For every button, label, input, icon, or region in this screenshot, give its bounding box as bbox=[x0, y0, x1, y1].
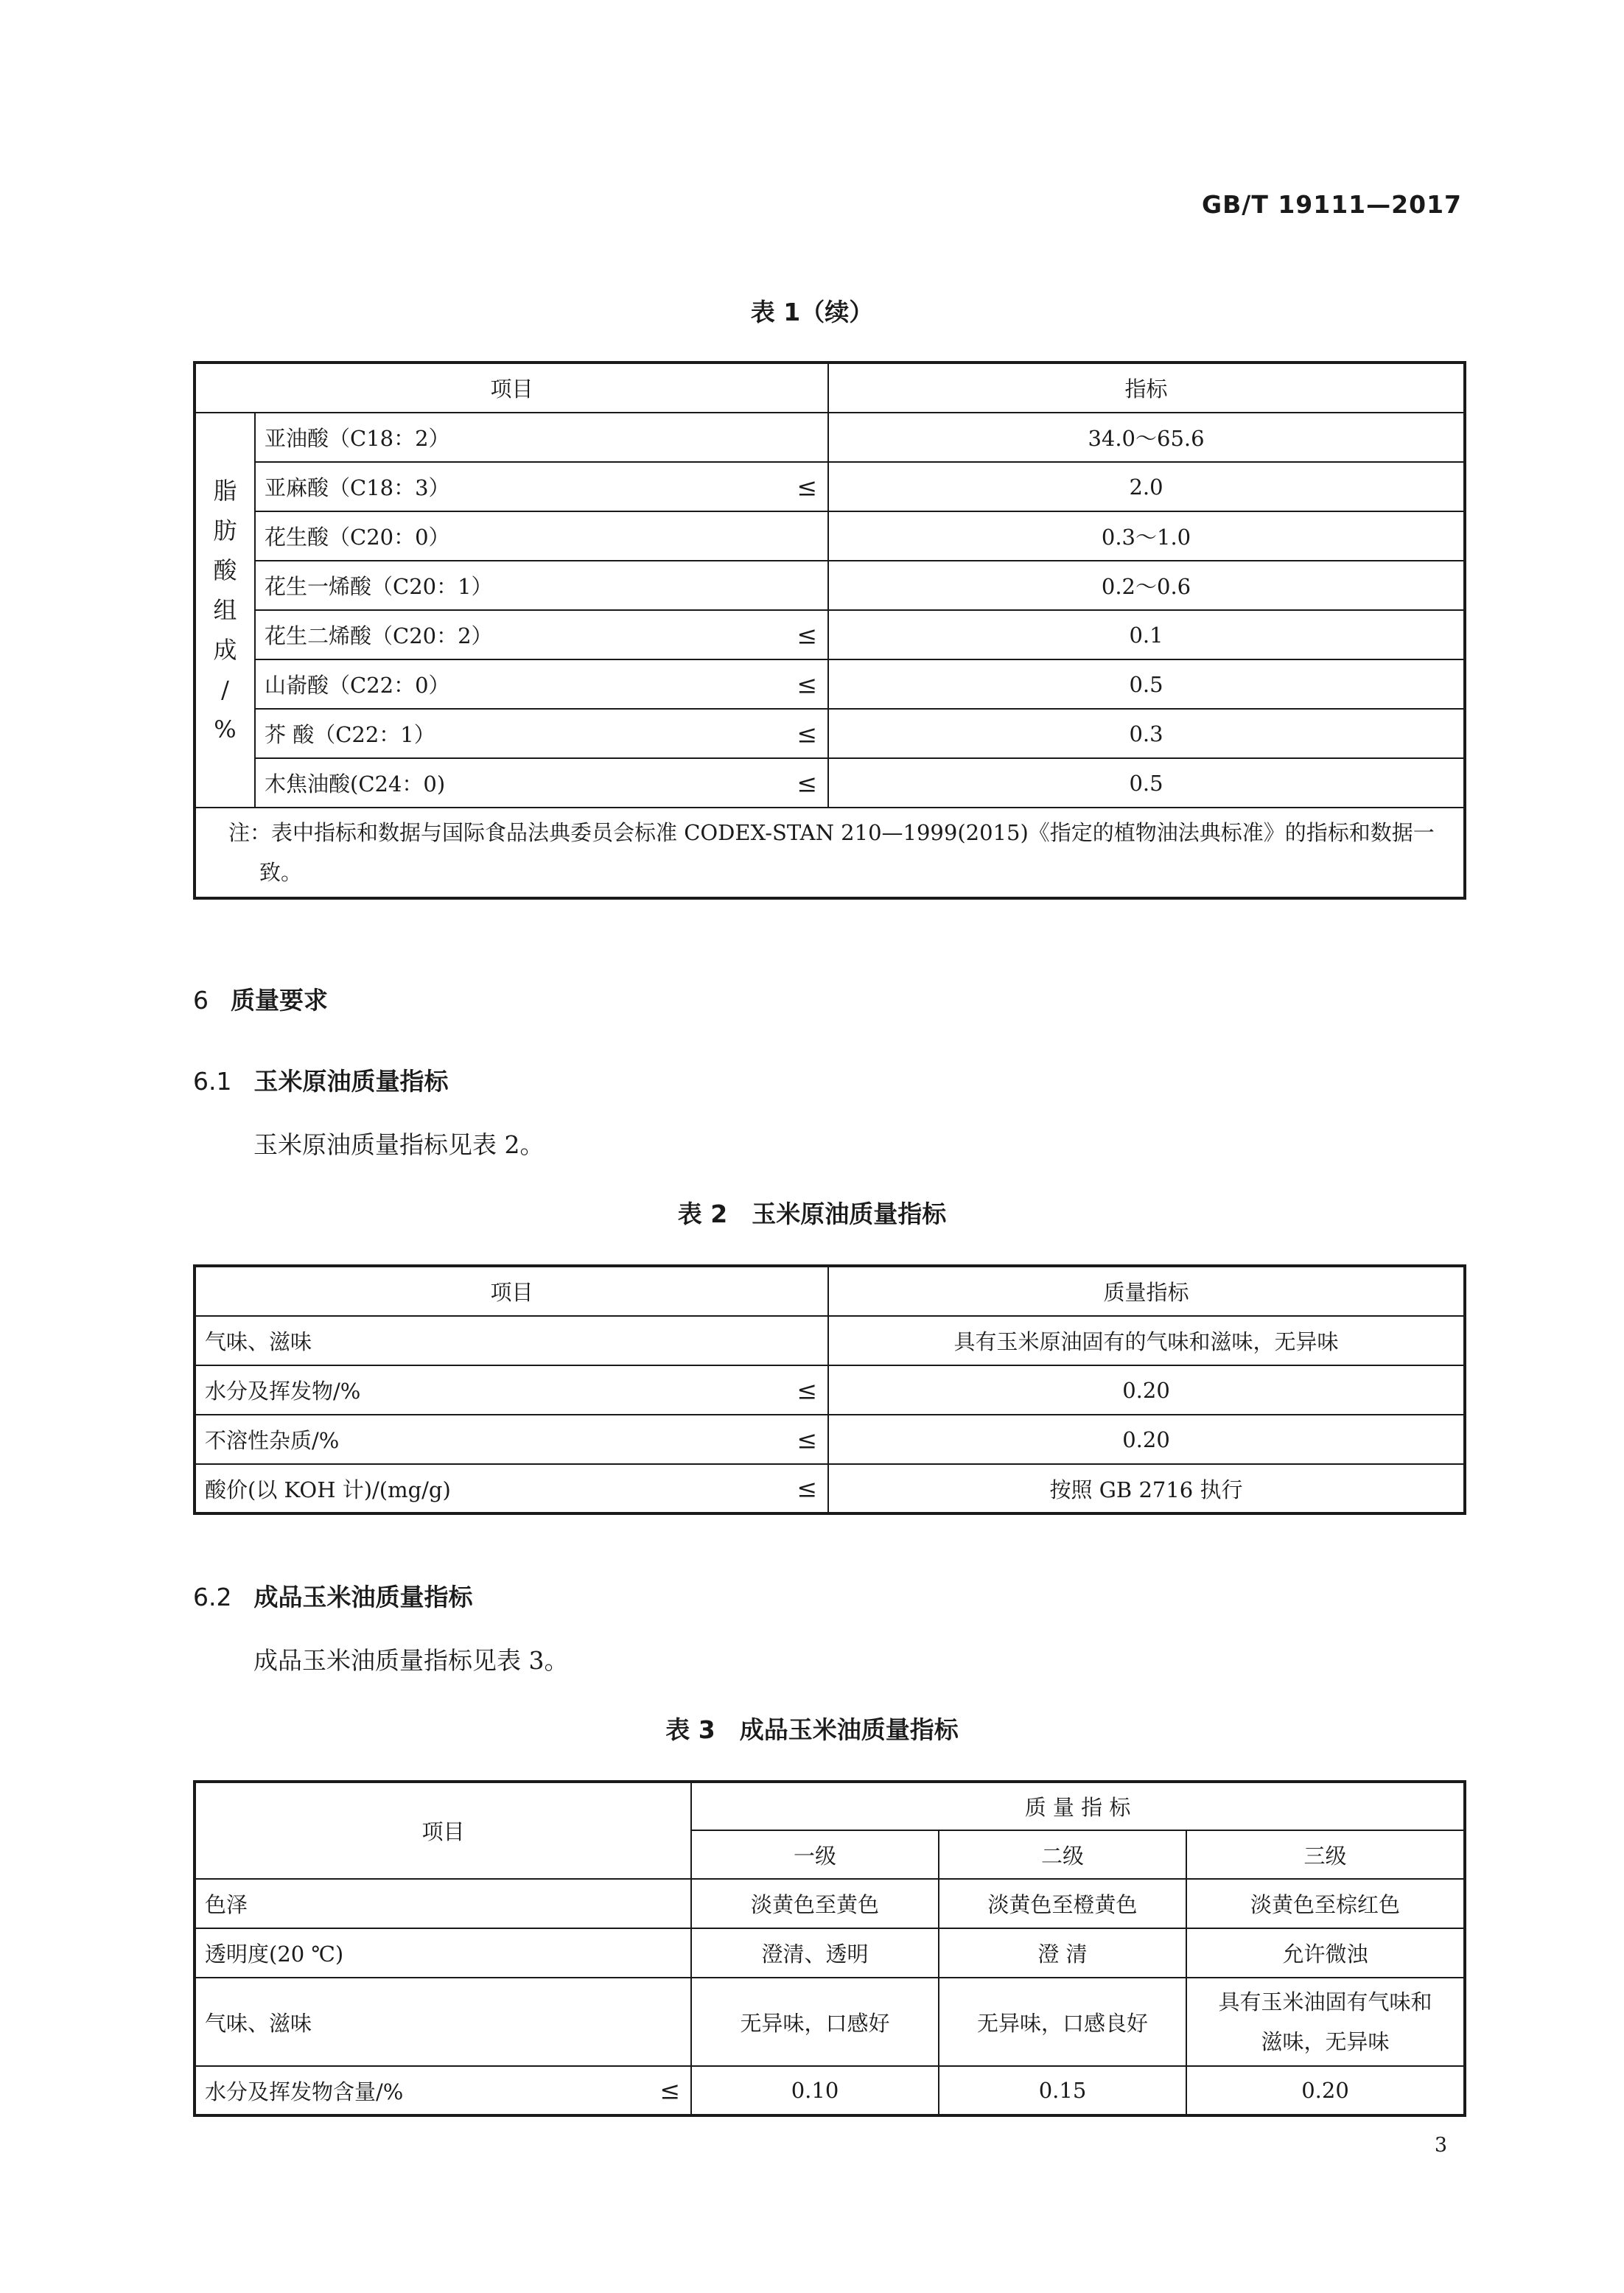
table3-row-value: 淡黄色至棕红色 bbox=[1186, 1879, 1465, 1928]
table1-row-value: 0.3～1.0 bbox=[828, 511, 1465, 561]
table3-row-value: 淡黄色至黄色 bbox=[691, 1879, 939, 1928]
table3-row-value: 具有玉米油固有气味和滋味，无异味 bbox=[1186, 1978, 1465, 2066]
table1-note: 注：表中指标和数据与国际食品法典委员会标准 CODEX-STAN 210—1999(2015)《指定的植物油法典标准》的指标和数据一致。 bbox=[195, 808, 1465, 898]
table3-caption: 表 3 成品玉米油质量指标 bbox=[665, 1715, 959, 1744]
table1-row-item: 芥 酸（C22：1） ≤ bbox=[255, 709, 828, 758]
table2-row-value: 0.20 bbox=[828, 1365, 1465, 1415]
table3-row-value: 0.20 bbox=[1186, 2066, 1465, 2115]
table1-row-value: 0.5 bbox=[828, 659, 1465, 709]
section-6-heading: 6 质量要求 bbox=[193, 986, 328, 1015]
table3-row-item: 透明度(20 ℃) bbox=[195, 1928, 691, 1978]
table3-header-index: 质 量 指 标 bbox=[691, 1782, 1465, 1830]
table3-row-value: 无异味，口感良好 bbox=[939, 1978, 1186, 2066]
table1-row-item: 花生二烯酸（C20：2） ≤ bbox=[255, 610, 828, 659]
table3 bbox=[193, 1780, 1466, 2117]
section-6-1-heading: 6.1 玉米原油质量指标 bbox=[193, 1067, 449, 1096]
table3-row-item: 气味、滋味 bbox=[195, 1978, 691, 2066]
table1-row-value: 0.2～0.6 bbox=[828, 561, 1465, 610]
table1-header-index: 指标 bbox=[828, 363, 1465, 413]
table2-caption: 表 2 玉米原油质量指标 bbox=[677, 1200, 947, 1228]
table1-row-value: 2.0 bbox=[828, 462, 1465, 511]
table1-row-item: 木焦油酸(C24：0) ≤ bbox=[255, 758, 828, 808]
standard-number: GB/T 19111—2017 bbox=[1202, 190, 1462, 219]
table2 bbox=[193, 1264, 1466, 1515]
table3-grade-2: 二级 bbox=[939, 1830, 1186, 1879]
table3-row-value: 0.15 bbox=[939, 2066, 1186, 2115]
table3-header-item: 项目 bbox=[195, 1782, 691, 1879]
table1-row-item: 亚油酸（C18：2） bbox=[255, 413, 828, 462]
table1-row-item: 花生酸（C20：0） bbox=[255, 511, 828, 561]
table2-row-item: 气味、滋味 bbox=[195, 1316, 828, 1365]
table1-row-item: 山嵛酸（C22：0） ≤ bbox=[255, 659, 828, 709]
table3-row-value: 0.10 bbox=[691, 2066, 939, 2115]
table1-row-item: 亚麻酸（C18：3） ≤ bbox=[255, 462, 828, 511]
table2-header-item: 项目 bbox=[195, 1266, 828, 1316]
table1-header-item: 项目 bbox=[195, 363, 828, 413]
table1-row-item: 花生一烯酸（C20：1） bbox=[255, 561, 828, 610]
table2-row-item: 不溶性杂质/% ≤ bbox=[195, 1415, 828, 1464]
table2-row-value: 按照 GB 2716 执行 bbox=[828, 1464, 1465, 1513]
table3-row-value: 澄清、透明 bbox=[691, 1928, 939, 1978]
table3-row-value: 允许微浊 bbox=[1186, 1928, 1465, 1978]
table3-row-item: 色泽 bbox=[195, 1879, 691, 1928]
table1-row-value: 34.0～65.6 bbox=[828, 413, 1465, 462]
table1-group-label: 脂 肪 酸 组 成 / % bbox=[195, 413, 255, 808]
table3-row-value: 澄 清 bbox=[939, 1928, 1186, 1978]
table1-caption: 表 1（续） bbox=[750, 298, 874, 326]
table3-grade-3: 三级 bbox=[1186, 1830, 1465, 1879]
table1-row-value: 0.1 bbox=[828, 610, 1465, 659]
table3-grade-1: 一级 bbox=[691, 1830, 939, 1879]
table1-row-value: 0.5 bbox=[828, 758, 1465, 808]
table3-row-item: 水分及挥发物含量/% ≤ bbox=[195, 2066, 691, 2115]
section-6-2-paragraph: 成品玉米油质量指标见表 3。 bbox=[253, 1646, 569, 1675]
table2-row-item: 酸价(以 KOH 计)/(mg/g) ≤ bbox=[195, 1464, 828, 1513]
section-6-1-paragraph: 玉米原油质量指标见表 2。 bbox=[253, 1130, 545, 1159]
table2-row-item: 水分及挥发物/% ≤ bbox=[195, 1365, 828, 1415]
table3-row-value: 淡黄色至橙黄色 bbox=[939, 1879, 1186, 1928]
table3-row-value: 无异味，口感好 bbox=[691, 1978, 939, 2066]
table1 bbox=[193, 361, 1466, 900]
table2-row-value: 0.20 bbox=[828, 1415, 1465, 1464]
section-6-2-heading: 6.2 成品玉米油质量指标 bbox=[193, 1583, 473, 1611]
table2-header-index: 质量指标 bbox=[828, 1266, 1465, 1316]
table1-row-value: 0.3 bbox=[828, 709, 1465, 758]
page-number: 3 bbox=[1434, 2134, 1447, 2157]
table2-row-value: 具有玉米原油固有的气味和滋味，无异味 bbox=[828, 1316, 1465, 1365]
